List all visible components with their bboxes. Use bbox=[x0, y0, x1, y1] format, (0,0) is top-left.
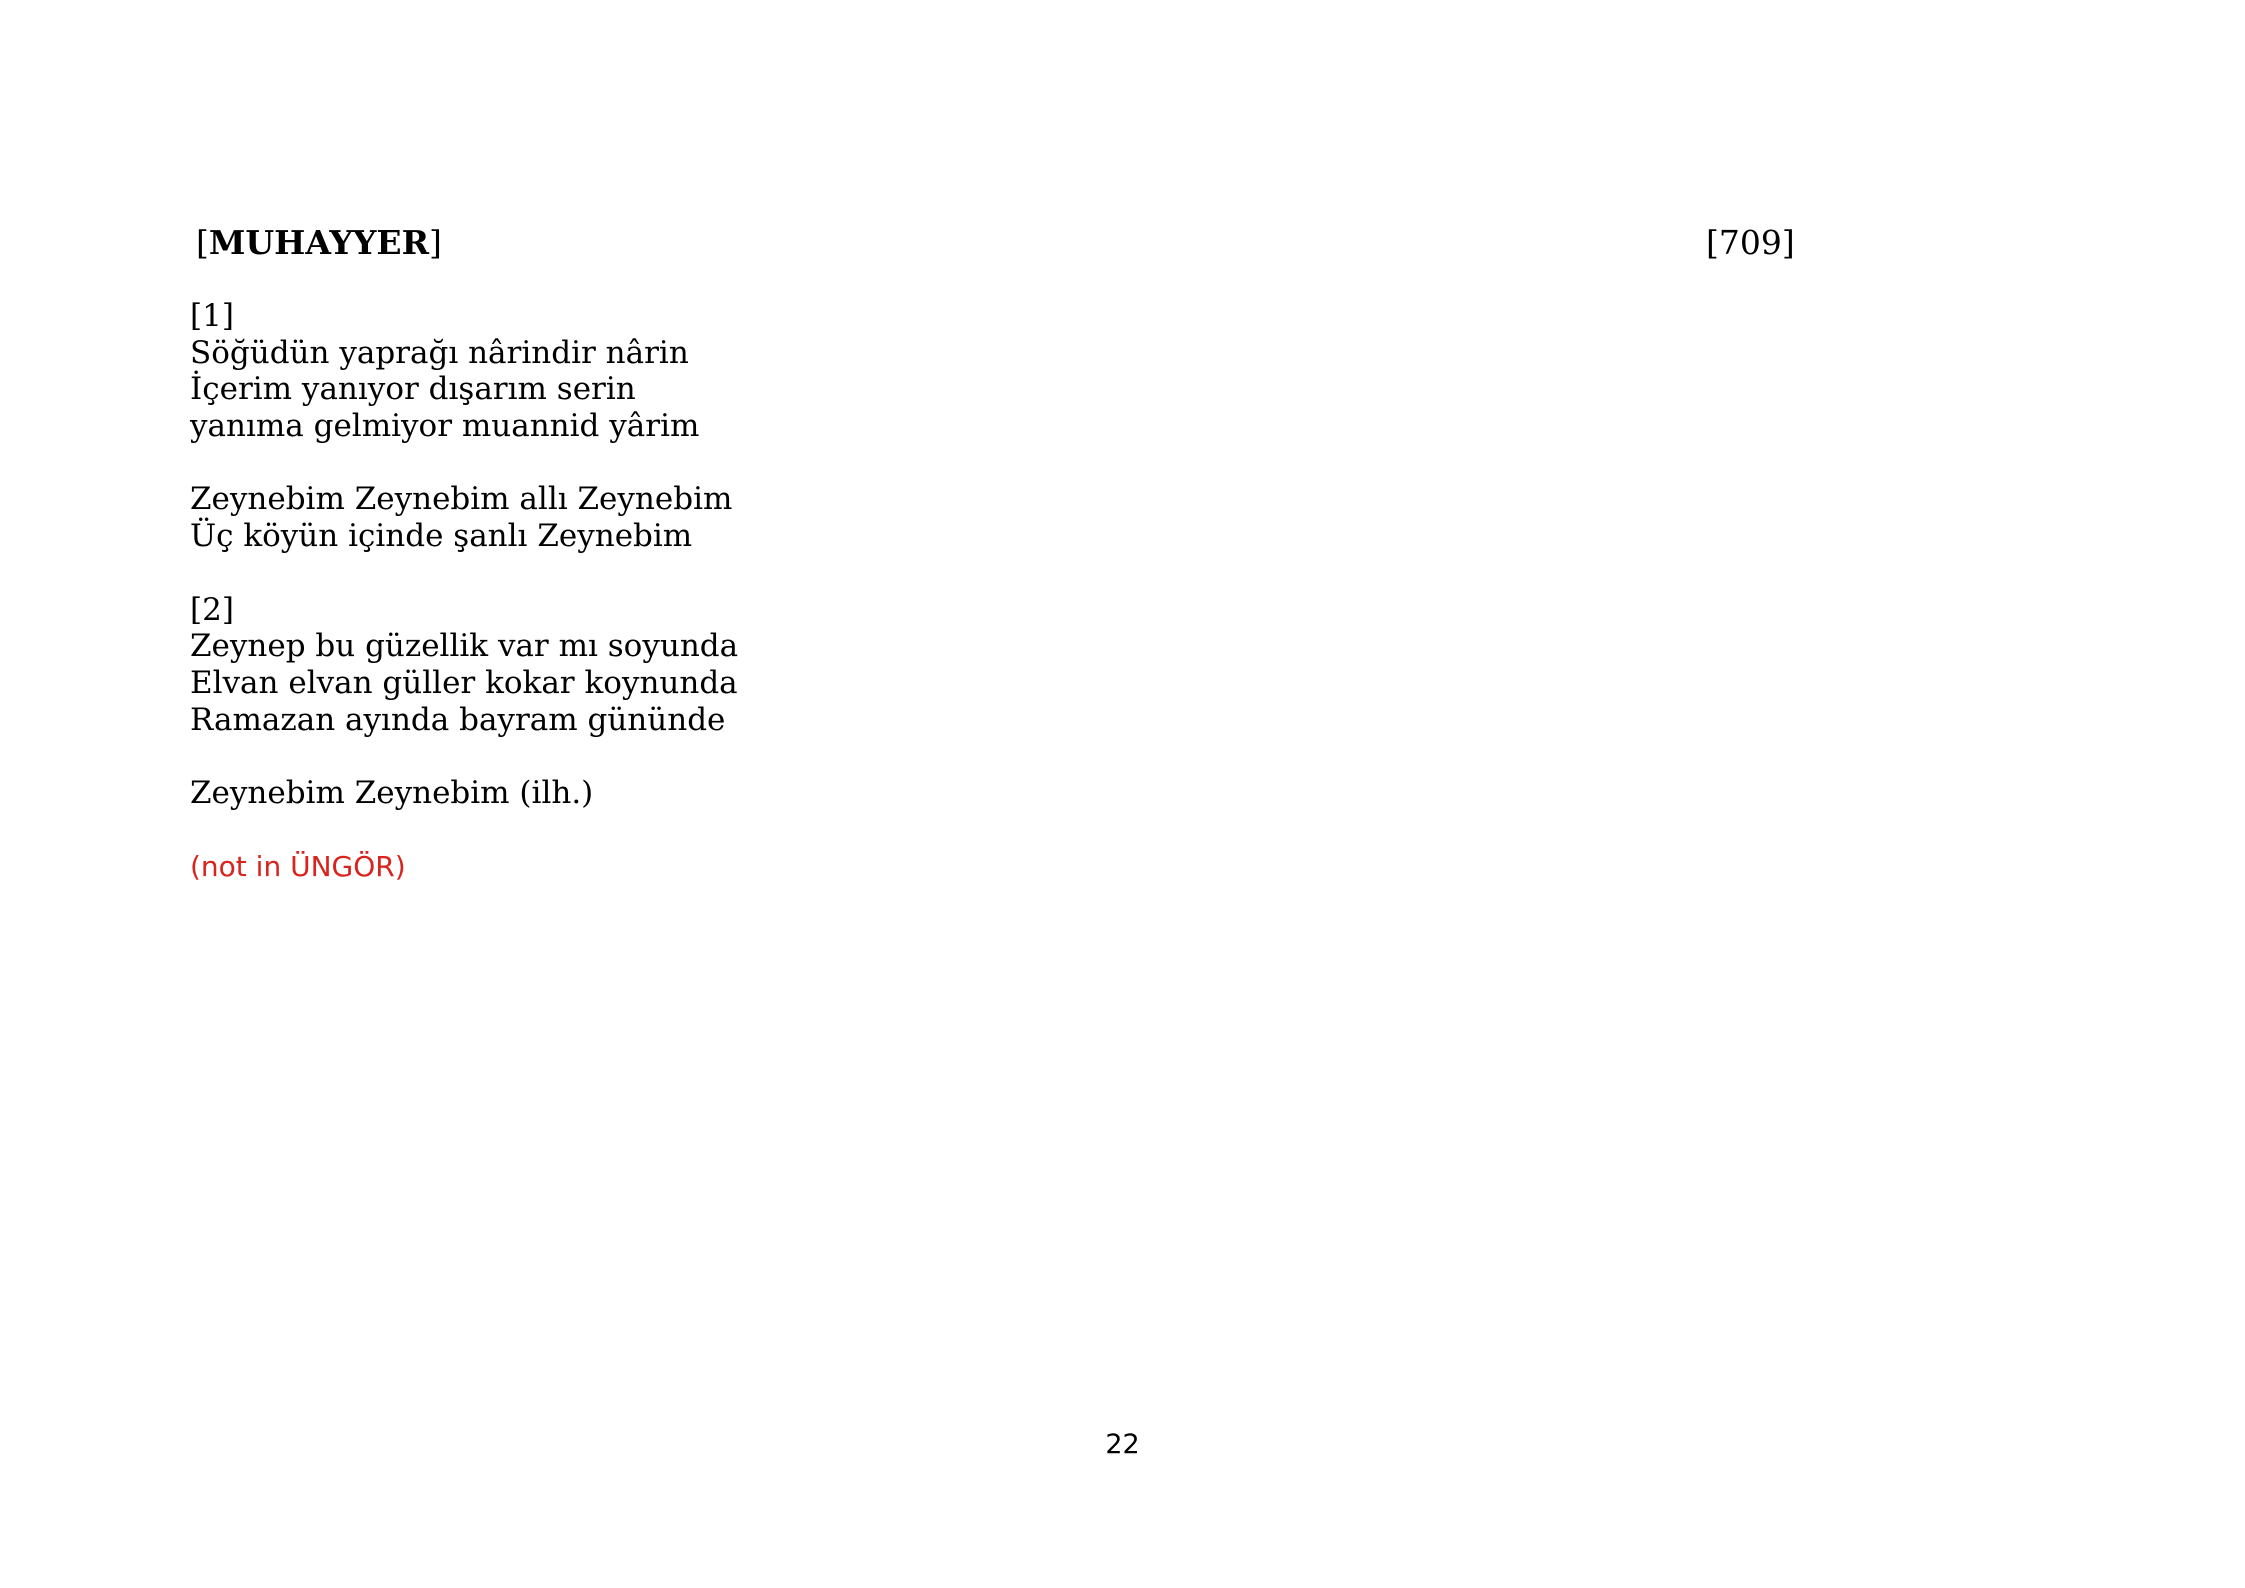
verse-line: Ramazan ayında bayram gününde bbox=[190, 701, 726, 738]
heading-bracket-close: ] bbox=[429, 223, 442, 262]
verse-line: İçerim yanıyor dışarım serin bbox=[190, 371, 636, 408]
section-title: MUHAYYER bbox=[208, 223, 430, 262]
refrain-line: Üç köyün içinde şanlı Zeynebim bbox=[190, 518, 693, 555]
stanza-gap bbox=[190, 738, 738, 775]
page-number: 22 bbox=[1105, 1429, 1140, 1460]
item-number: [709] bbox=[1706, 223, 1795, 262]
poem-text bbox=[190, 298, 738, 812]
heading-bracket-open: [ bbox=[196, 223, 209, 262]
section-heading bbox=[196, 222, 442, 264]
stanza-gap bbox=[190, 555, 738, 592]
refrain-line: Zeynebim Zeynebim allı Zeynebim bbox=[190, 481, 733, 518]
stanza-gap bbox=[190, 445, 738, 482]
verse-line: Söğüdün yaprağı nârindir nârin bbox=[190, 334, 689, 371]
stanza-label: [2] bbox=[190, 591, 234, 628]
verse-line: yanıma gelmiyor muannid yârim bbox=[190, 408, 700, 445]
stanza-label: [1] bbox=[190, 298, 234, 334]
source-note: (not in ÜNGÖR) bbox=[190, 850, 406, 883]
verse-line: Elvan elvan güller kokar koynunda bbox=[190, 664, 738, 701]
verse-line: Zeynep bu güzellik var mı soyunda bbox=[190, 628, 739, 665]
refrain-line: Zeynebim Zeynebim (ilh.) bbox=[190, 774, 594, 811]
